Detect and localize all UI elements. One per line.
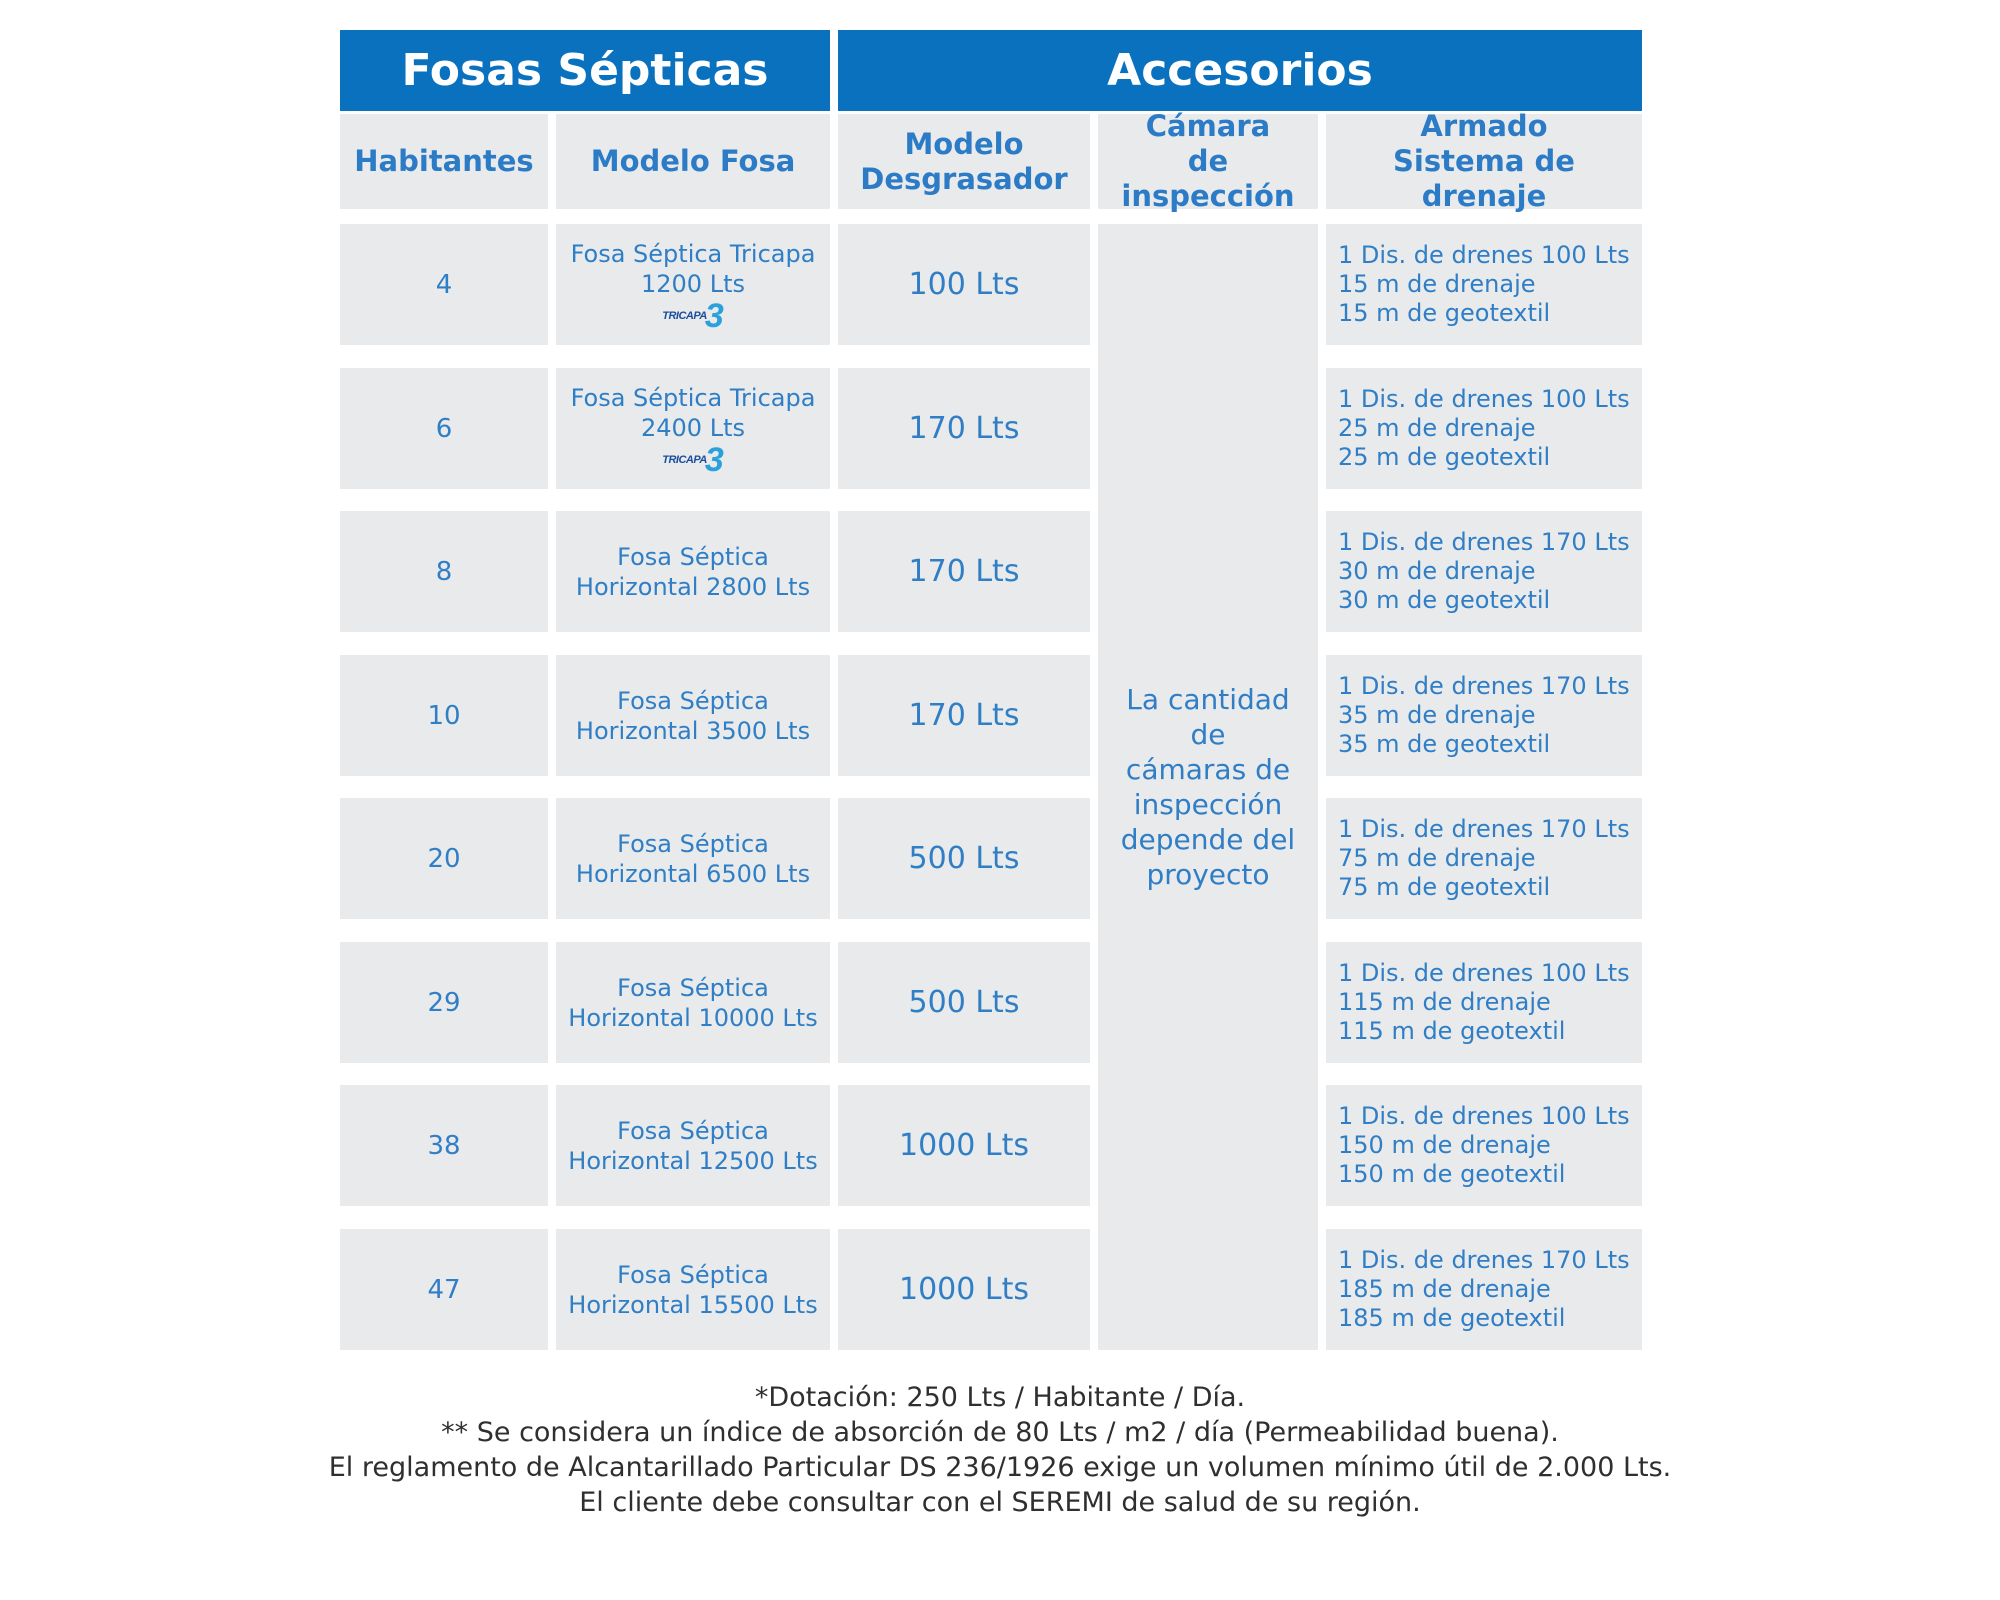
footnote-seremi: El cliente debe consultar con el SEREMI de salud de su región. (579, 1487, 1421, 1518)
modelo-line: Fosa Séptica (617, 1260, 769, 1289)
habitantes-cell: 8 (340, 511, 548, 632)
drenaje-line: 25 m de geotextil (1338, 443, 1551, 471)
modelo-line: 1200 Lts (641, 269, 745, 298)
drenaje-cell (1326, 798, 1642, 919)
modelo-line: Fosa Séptica (617, 973, 769, 1002)
column-header-modelo-desgrasador (838, 114, 1090, 209)
camara-note-line: depende del (1120, 823, 1296, 856)
desgrasador-cell: 170 Lts (838, 368, 1090, 489)
footnote-reglamento: El reglamento de Alcantarillado Particular DS 236/1926 exige un volumen mínimo útil de 2.000 Lts. (328, 1452, 1672, 1483)
drenaje-line: 1 Dis. de drenes 100 Lts (1338, 241, 1630, 269)
drenaje-line: 1 Dis. de drenes 170 Lts (1338, 672, 1630, 700)
column-header-habitantes: Habitantes (340, 114, 548, 209)
drenaje-line: 185 m de drenaje (1338, 1275, 1551, 1303)
header-line: Armado (1420, 109, 1548, 143)
drenaje-line: 1 Dis. de drenes 170 Lts (1338, 528, 1630, 556)
tricapa-logo-text: TRICAPA (662, 453, 707, 466)
drenaje-line: 185 m de geotextil (1338, 1304, 1566, 1332)
drenaje-cell (1326, 1229, 1642, 1350)
column-header-modelo-fosa: Modelo Fosa (556, 114, 830, 209)
drenaje-line: 1 Dis. de drenes 170 Lts (1338, 1246, 1630, 1274)
habitantes-cell: 29 (340, 942, 548, 1063)
footnote-absorcion: ** Se considera un índice de absorción de 80 Lts / m2 / día (Permeabilidad buena). (441, 1417, 1559, 1448)
modelo-line: Horizontal 2800 Lts (575, 572, 811, 601)
drenaje-line: 1 Dis. de drenes 100 Lts (1338, 1102, 1630, 1130)
camara-note-line: cámaras de (1125, 753, 1291, 786)
modelo-line: Fosa Séptica (617, 829, 769, 858)
drenaje-line: 15 m de geotextil (1338, 299, 1551, 327)
drenaje-line: 115 m de geotextil (1338, 1017, 1566, 1045)
header-line: Desgrasador (860, 161, 1068, 196)
modelo-fosa-cell (556, 942, 830, 1063)
modelo-fosa-cell (556, 798, 830, 919)
drenaje-cell (1326, 368, 1642, 489)
modelo-line: Horizontal 6500 Lts (575, 859, 811, 888)
desgrasador-cell: 170 Lts (838, 511, 1090, 632)
tricapa-logo (662, 440, 724, 479)
camara-note-line: inspección (1133, 788, 1283, 821)
desgrasador-cell: 170 Lts (838, 655, 1090, 776)
modelo-fosa-cell (556, 224, 830, 345)
modelo-line: Fosa Séptica (617, 542, 769, 571)
camara-inspeccion-note (1098, 224, 1318, 1350)
footnotes (0, 1380, 2000, 1520)
modelo-line: 2400 Lts (641, 413, 745, 442)
camara-note-line: La cantidad de (1126, 683, 1290, 751)
drenaje-line: 35 m de drenaje (1338, 701, 1536, 729)
modelo-line: Horizontal 12500 Lts (568, 1146, 818, 1175)
header-line: Sistema de drenaje (1393, 144, 1575, 213)
column-header-armado (1326, 109, 1642, 213)
drenaje-line: 115 m de drenaje (1338, 988, 1551, 1016)
modelo-line: Fosa Séptica Tricapa (570, 239, 816, 268)
modelo-fosa-cell (556, 368, 830, 489)
modelo-line: Horizontal 15500 Lts (568, 1290, 818, 1319)
header-line: Cámara (1145, 109, 1271, 143)
desgrasador-cell: 500 Lts (838, 798, 1090, 919)
habitantes-cell: 20 (340, 798, 548, 919)
drenaje-line: 35 m de geotextil (1338, 730, 1551, 758)
drenaje-cell (1326, 1085, 1642, 1206)
tricapa-logo-text: TRICAPA (662, 309, 707, 322)
drenaje-line: 150 m de drenaje (1338, 1131, 1551, 1159)
modelo-line: Horizontal 3500 Lts (575, 716, 811, 745)
modelo-line: Fosa Séptica Tricapa (570, 383, 816, 412)
drenaje-cell (1326, 511, 1642, 632)
desgrasador-cell: 100 Lts (838, 224, 1090, 345)
section-header-fosas: Fosas Sépticas (340, 30, 830, 111)
modelo-line: Horizontal 10000 Lts (568, 1003, 818, 1032)
modelo-line: Fosa Séptica (617, 1116, 769, 1145)
desgrasador-cell: 500 Lts (838, 942, 1090, 1063)
drenaje-line: 30 m de drenaje (1338, 557, 1536, 585)
tricapa-logo (662, 296, 724, 335)
section-header-accesorios: Accesorios (838, 30, 1642, 111)
habitantes-cell: 38 (340, 1085, 548, 1206)
drenaje-cell (1326, 224, 1642, 345)
drenaje-line: 75 m de drenaje (1338, 844, 1536, 872)
habitantes-cell: 6 (340, 368, 548, 489)
modelo-line: Fosa Séptica (617, 686, 769, 715)
drenaje-line: 1 Dis. de drenes 100 Lts (1338, 959, 1630, 987)
tricapa-logo-digit: 3 (704, 296, 724, 335)
drenaje-line: 25 m de drenaje (1338, 414, 1536, 442)
tricapa-logo-digit: 3 (704, 440, 724, 479)
drenaje-line: 1 Dis. de drenes 170 Lts (1338, 815, 1630, 843)
drenaje-cell (1326, 942, 1642, 1063)
drenaje-line: 1 Dis. de drenes 100 Lts (1338, 385, 1630, 413)
desgrasador-cell: 1000 Lts (838, 1229, 1090, 1350)
desgrasador-cell: 1000 Lts (838, 1085, 1090, 1206)
camara-note-line: proyecto (1146, 858, 1270, 891)
habitantes-cell: 47 (340, 1229, 548, 1350)
drenaje-line: 150 m de geotextil (1338, 1160, 1566, 1188)
modelo-fosa-cell (556, 1229, 830, 1350)
header-line: de inspección (1121, 144, 1295, 213)
modelo-fosa-cell (556, 655, 830, 776)
drenaje-line: 30 m de geotextil (1338, 586, 1551, 614)
habitantes-cell: 4 (340, 224, 548, 345)
column-header-camara (1098, 109, 1318, 213)
drenaje-cell (1326, 655, 1642, 776)
footnote-dotacion: *Dotación: 250 Lts / Habitante / Día. (754, 1382, 1246, 1413)
drenaje-line: 15 m de drenaje (1338, 270, 1536, 298)
drenaje-line: 75 m de geotextil (1338, 873, 1551, 901)
modelo-fosa-cell (556, 1085, 830, 1206)
modelo-fosa-cell (556, 511, 830, 632)
habitantes-cell: 10 (340, 655, 548, 776)
header-line: Modelo (904, 126, 1024, 161)
